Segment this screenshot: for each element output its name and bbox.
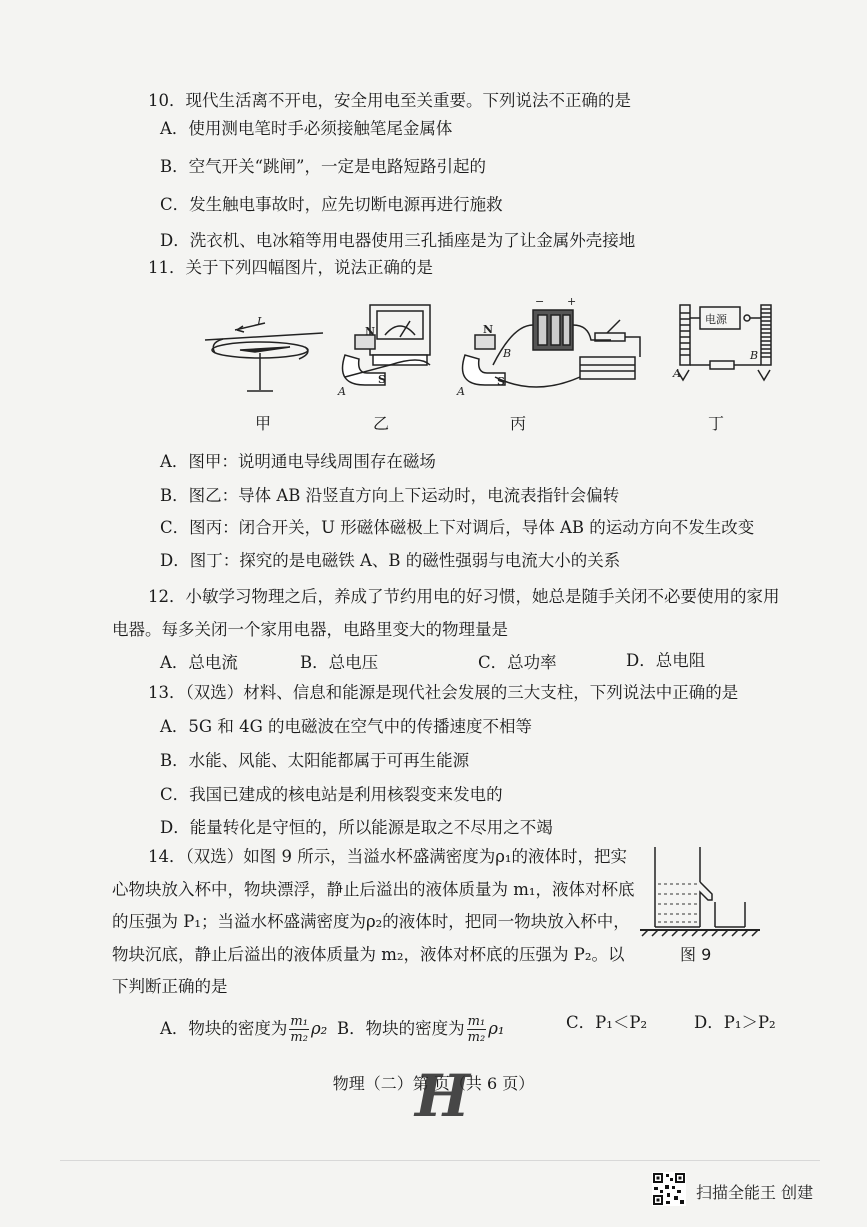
page-footer: 物理（二）第 页（共 6 页） <box>332 1074 535 1093</box>
q10-option-c: C．发生触电事故时，应先切断电源再进行施救 <box>160 195 503 214</box>
q14-option-b-fraction <box>467 1014 487 1045</box>
bottom-divider <box>60 1160 820 1161</box>
q14-option-a <box>160 1014 327 1045</box>
q14-option-a-suffix: ρ₂ <box>310 1019 328 1038</box>
scanner-watermark-text: 扫描全能王 创建 <box>696 1183 814 1202</box>
fig-yi-south-label: S <box>378 373 386 386</box>
q11-figures <box>195 295 795 405</box>
q14-option-a-prefix: A．物块的密度为 <box>160 1019 288 1038</box>
q12-stem-line2: 电器。每多关闭一个家用电器，电路里变大的物理量是 <box>112 620 508 639</box>
figure-9 <box>640 842 770 942</box>
q12-stem-line1: 12．小敏学习物理之后，养成了节约用电的好习惯，她总是随手关闭不必要使用的家用 <box>148 587 780 606</box>
q14-stem-line1: 14．（双选）如图 9 所示，当溢水杯盛满密度为ρ₁的液体时，把实 <box>148 847 628 866</box>
q12-option-c: C．总功率 <box>478 653 557 672</box>
fig-bing-north-label: N <box>483 323 494 336</box>
q12-option-a: A．总电流 <box>160 653 238 672</box>
q14-option-b-suffix: ρ₁ <box>488 1019 505 1038</box>
q11-stem: 11．关于下列四幅图片，说法正确的是 <box>148 258 433 277</box>
q12-option-b: B．总电压 <box>300 653 379 672</box>
fig-caption-jia: 甲 <box>255 414 272 433</box>
fig-ding-power-label: 电源 <box>705 313 727 326</box>
qr-code-icon <box>652 1172 686 1206</box>
watermark-h: H <box>415 1062 464 1130</box>
q14-option-b-numerator: m₁ <box>467 1014 486 1029</box>
q14-option-a-fraction <box>289 1014 309 1045</box>
q14-option-b-prefix: B．物块的密度为 <box>337 1019 465 1038</box>
q14-stem-line5: 下判断正确的是 <box>112 977 228 996</box>
q10-option-b: B．空气开关“跳闸”，一定是电路短路引起的 <box>160 157 486 176</box>
q13-option-d: D．能量转化是守恒的，所以能源是取之不尽用之不竭 <box>160 818 553 837</box>
q14-option-b <box>337 1014 505 1045</box>
q11-option-d: D．图丁：探究的是电磁铁 A、B 的磁性强弱与电流大小的关系 <box>160 551 621 570</box>
q10-option-d: D．洗衣机、电冰箱等用电器使用三孔插座是为了让金属外壳接地 <box>160 231 636 250</box>
fig-bing-minus-label: − <box>535 295 545 308</box>
q14-option-d: D．P₁＞P₂ <box>694 1013 776 1032</box>
q14-stem-line2: 心物块放入杯中，物块漂浮，静止后溢出的液体质量为 m₁，液体对杯底 <box>112 880 635 899</box>
figure-9-caption: 图 9 <box>680 945 712 964</box>
q14-option-a-denominator: m₂ <box>290 1030 308 1045</box>
fig-yi-a-label: A <box>338 385 346 398</box>
q14-stem-line4: 物块沉底，静止后溢出的液体质量为 m₂，液体对杯底的压强为 P₂。以 <box>112 945 625 964</box>
q12-option-d: D．总电阻 <box>626 651 706 670</box>
q13-option-c: C．我国已建成的核电站是利用核裂变来发电的 <box>160 785 503 804</box>
fig-caption-yi: 乙 <box>373 414 390 433</box>
fig-yi-north-label: N <box>365 325 376 338</box>
q14-option-b-denominator: m₂ <box>467 1030 486 1045</box>
q11-option-a: A．图甲：说明通电导线周围存在磁场 <box>160 452 436 471</box>
q11-option-b: B．图乙：导体 AB 沿竖直方向上下运动时，电流表指针会偏转 <box>160 486 620 505</box>
q13-option-b: B．水能、风能、太阳能都属于可再生能源 <box>160 751 470 770</box>
fig-caption-ding: 丁 <box>708 414 725 433</box>
fig-ding-a-label: A <box>673 367 681 380</box>
fig-bing-plus-label: + <box>567 295 577 308</box>
fig-ding-b-label: B <box>750 349 759 362</box>
q13-option-a: A．5G 和 4G 的电磁波在空气中的传播速度不相等 <box>160 717 533 736</box>
q14-stem-line3: 的压强为 P₁；当溢水杯盛满密度为ρ₂的液体时，把同一物块放入杯中， <box>112 912 630 931</box>
fig-caption-bing: 丙 <box>510 414 527 433</box>
q11-option-c: C．图丙：闭合开关，U 形磁体磁极上下对调后，导体 AB 的运动方向不发生改变 <box>160 518 755 537</box>
q10-stem: 10．现代生活离不开电，安全用电至关重要。下列说法不正确的是 <box>148 91 631 110</box>
q10-option-a: A．使用测电笔时手必须接触笔尾金属体 <box>160 119 453 138</box>
fig-bing-a-label: A <box>457 385 465 398</box>
fig-bing-b-label: B <box>503 347 512 360</box>
q14-option-c: C．P₁＜P₂ <box>566 1013 648 1032</box>
q13-stem: 13．（双选）材料、信息和能源是现代社会发展的三大支柱，下列说法中正确的是 <box>148 683 739 702</box>
fig-current-label: I <box>257 315 262 328</box>
q14-option-a-numerator: m₁ <box>290 1014 308 1029</box>
fig-bing-south-label: S <box>497 375 505 388</box>
